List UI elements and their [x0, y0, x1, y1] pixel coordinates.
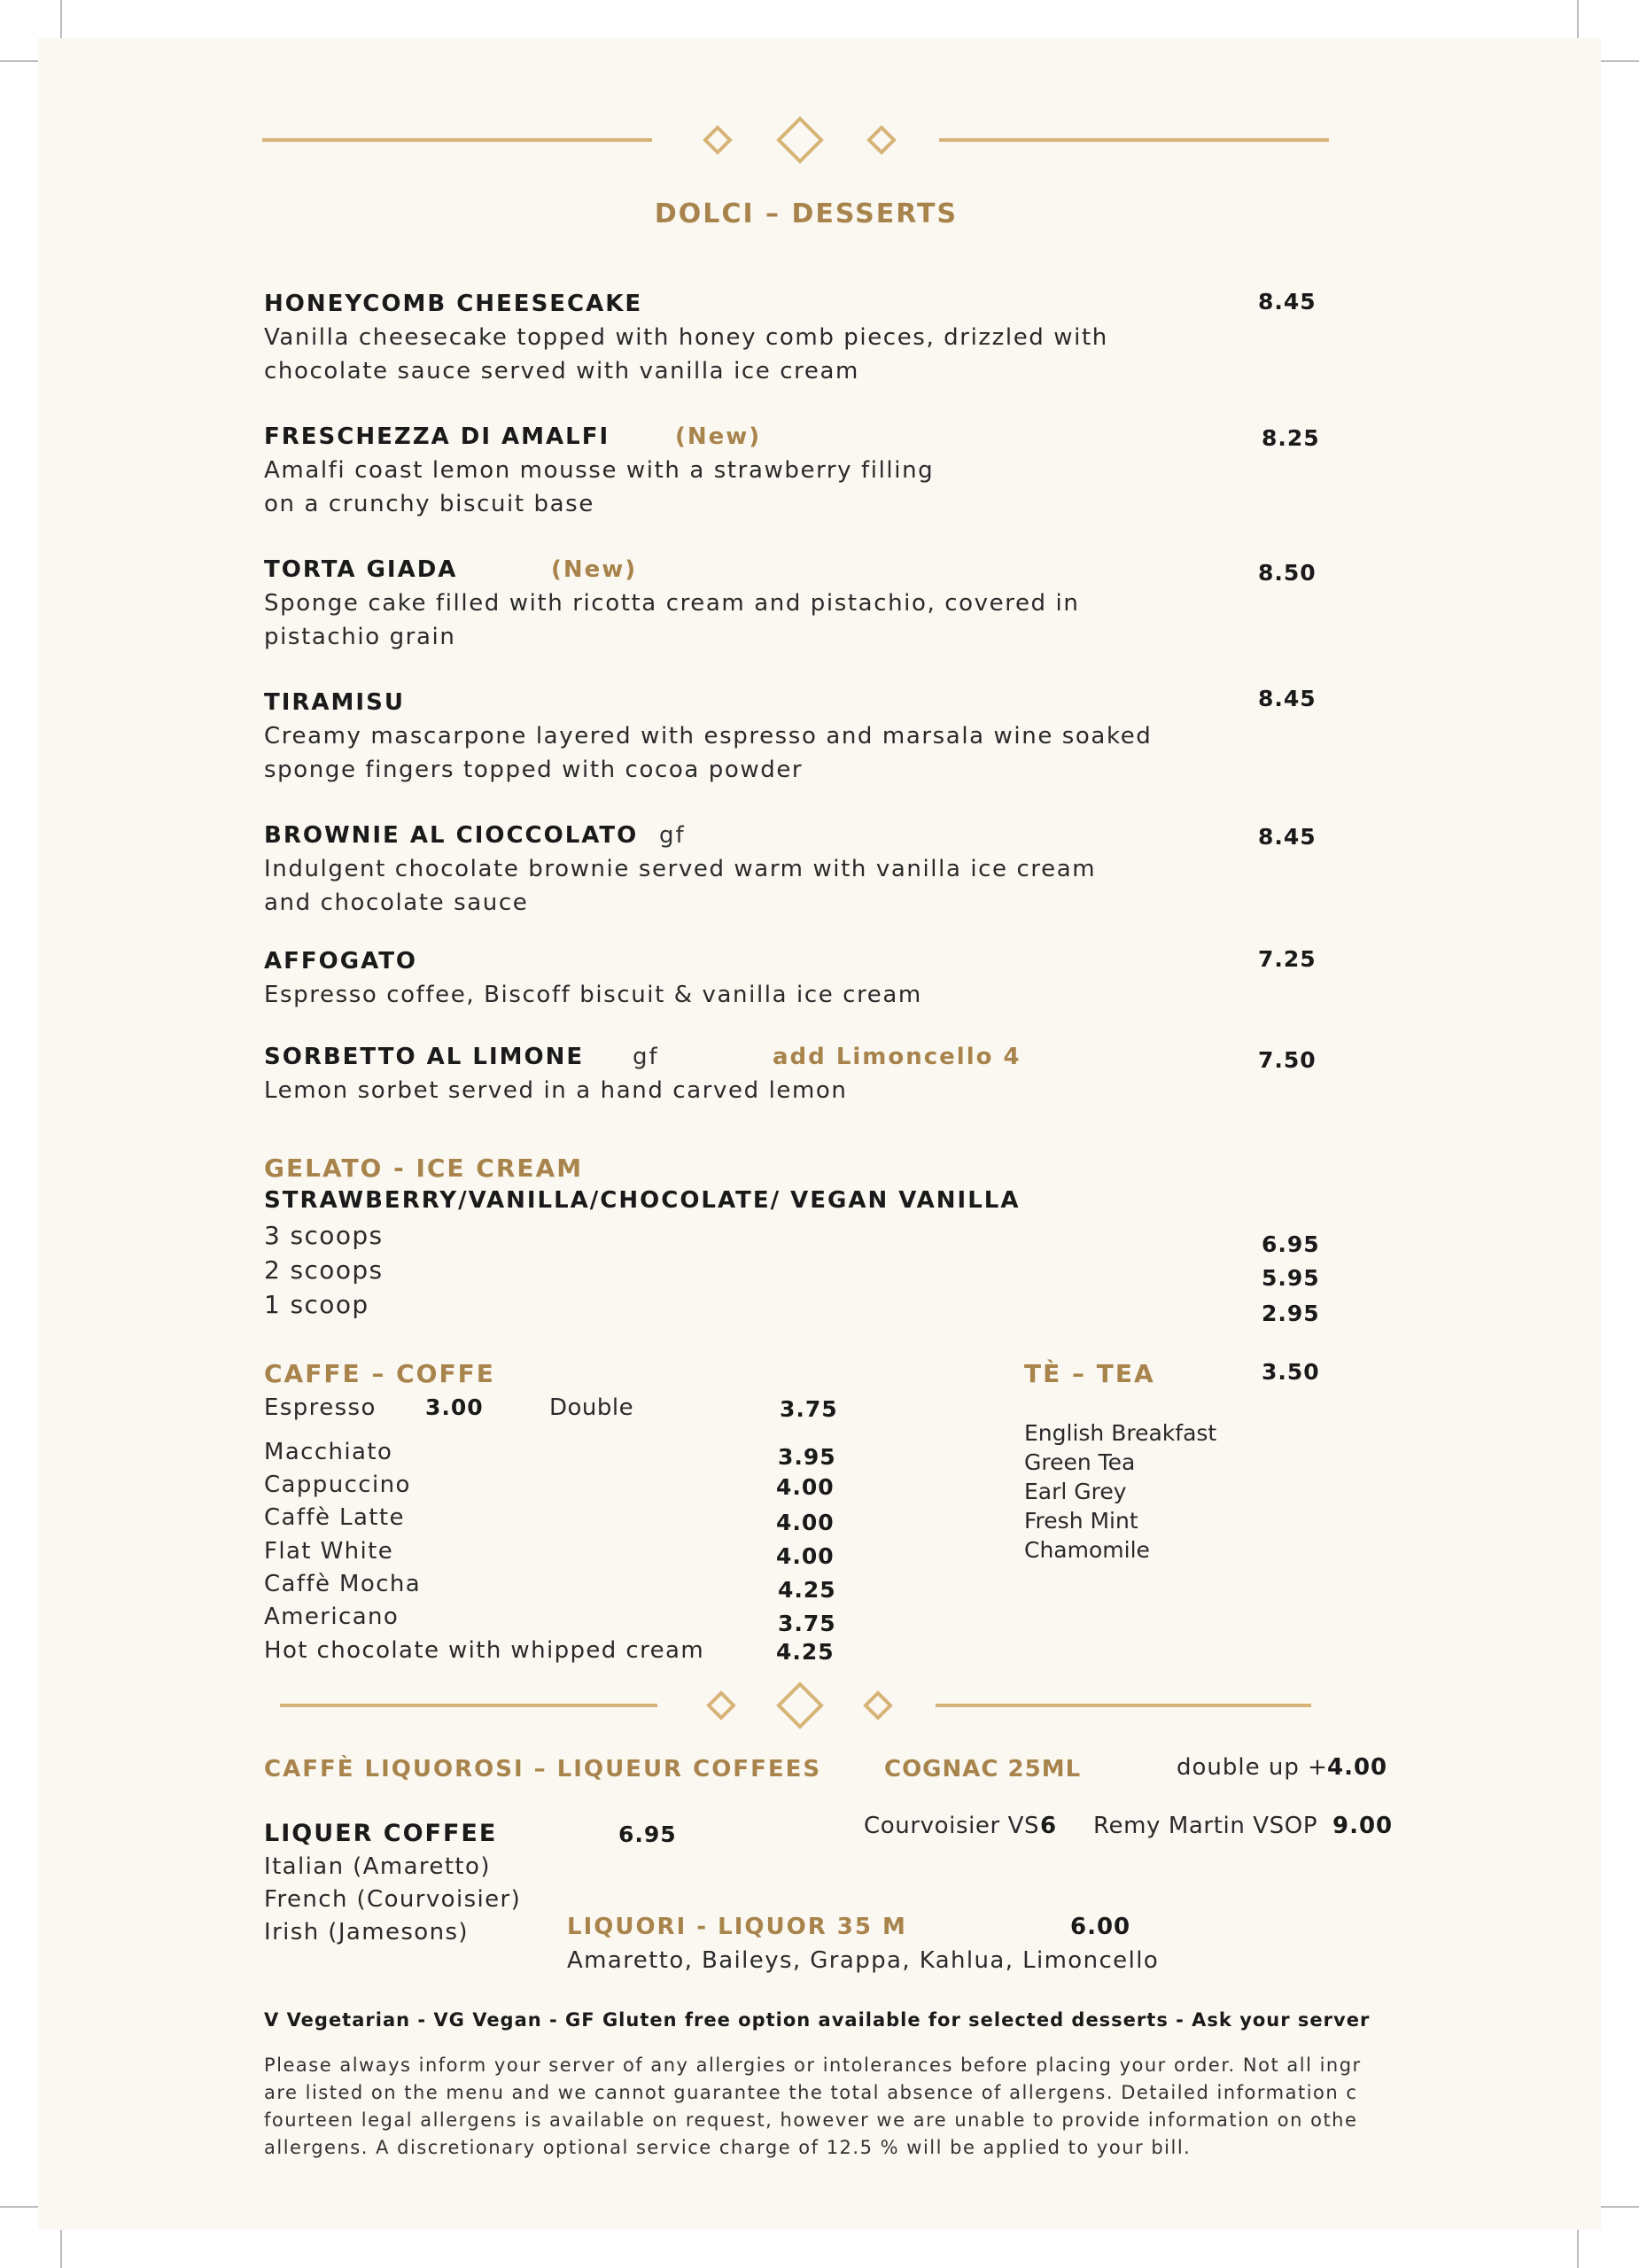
coffee-item-label: Espresso [264, 1394, 377, 1421]
dessert-description: Amalfi coast lemon mousse with a strawberry filling on a crunchy biscuit base [264, 457, 935, 517]
tea-item: Fresh Mint [1024, 1508, 1138, 1534]
dessert-description: Creamy mascarpone layered with espresso and marsala wine soaked sponge fingers topped with cocoa powder [264, 723, 1153, 783]
page-title: DOLCI – DESSERTS [654, 198, 959, 229]
top-ornament-divider [0, 0, 1639, 230]
coffee-item-label: Hot chocolate with whipped cream [264, 1637, 705, 1664]
dessert-name: TORTA GIADA [264, 556, 458, 583]
dessert-name: TIRAMISU [264, 689, 405, 716]
liqueur-coffees-title: CAFFÈ LIQUOROSI – LIQUEUR COFFEES [264, 1756, 822, 1783]
dessert-description: Vanilla cheesecake topped with honey comb pieces, drizzled with chocolate sauce served with vanilla ice cream [264, 324, 1108, 384]
dessert-description: Lemon sorbet served in a hand carved lemon [264, 1077, 848, 1104]
coffee-item-price: 4.00 [776, 1510, 835, 1535]
coffee-item-label: Caffè Mocha [264, 1571, 422, 1597]
liqueur-coffee-item: Italian (Amaretto) [264, 1853, 491, 1880]
gelato-price: 2.95 [1262, 1301, 1320, 1326]
gluten-free-tag: gf [633, 1044, 659, 1070]
gelato-size: 1 scoop [264, 1290, 369, 1319]
allergen-notice: Please always inform your server of any allergies or intolerances before placing your order. Not all ingr are listed on the menu and we cannot guarantee the total absence of allergens. Detailed information c fourteen legal allergens is available on request, however we are unable to provide information on othe allergens. A discretionary optional service charge of 12.5 % will be applied to your bill. [264, 2054, 1362, 2158]
dessert-price: 8.45 [1258, 686, 1317, 711]
dessert-price: 8.45 [1258, 289, 1317, 315]
remy-martin-label: Remy Martin VSOP [1093, 1813, 1318, 1839]
tea-price: 3.50 [1262, 1359, 1320, 1385]
double-espresso-price: 3.75 [780, 1396, 838, 1422]
courvoisier-label: Courvoisier VS [864, 1813, 1040, 1839]
tea-item: Earl Grey [1024, 1479, 1127, 1504]
middle-ornament-divider [0, 1666, 1639, 1754]
crop-mark [60, 2229, 62, 2268]
dessert-name: FRESCHEZZA DI AMALFI [264, 423, 610, 450]
coffee-item-price: 3.95 [778, 1444, 836, 1470]
dessert-description: Indulgent chocolate brownie served warm with vanilla ice cream and chocolate sauce [264, 856, 1097, 916]
coffee-item-label: Cappuccino [264, 1472, 411, 1498]
dessert-name: AFFOGATO [264, 948, 418, 975]
dessert-description: Sponge cake filled with ricotta cream and pistachio, covered in pistachio grain [264, 590, 1080, 650]
coffee-item-label: Flat White [264, 1538, 394, 1565]
cognac-title: COGNAC 25ML [884, 1756, 1082, 1783]
liquori-items: Amaretto, Baileys, Grappa, Kahlua, Limoncello [567, 1947, 1160, 1974]
crop-mark [1577, 2229, 1579, 2268]
dessert-price: 8.25 [1262, 425, 1320, 451]
remy-martin-price: 9.00 [1332, 1813, 1394, 1839]
gelato-price: 5.95 [1262, 1265, 1320, 1291]
dessert-price: 8.45 [1258, 824, 1317, 850]
courvoisier-price: 6 [1040, 1813, 1058, 1839]
liquori-price: 6.00 [1070, 1914, 1131, 1940]
dessert-description: Espresso coffee, Biscoff biscuit & vanilla ice cream [264, 982, 922, 1008]
dessert-price: 8.50 [1258, 560, 1317, 586]
coffee-item-price: 4.00 [776, 1543, 835, 1569]
crop-mark [0, 2206, 39, 2208]
liqueur-coffee-item: French (Courvoisier) [264, 1886, 522, 1913]
coffee-item-label: Macchiato [264, 1439, 393, 1465]
coffee-title: CAFFE – COFFE [264, 1359, 495, 1388]
tea-item: Green Tea [1024, 1449, 1136, 1475]
gelato-size: 3 scoops [264, 1221, 384, 1250]
tea-item: English Breakfast [1024, 1420, 1217, 1446]
dessert-price: 7.25 [1258, 946, 1317, 972]
coffee-item-price: 3.00 [425, 1394, 484, 1420]
coffee-item-label: Caffè Latte [264, 1504, 405, 1531]
tea-title: TÈ – TEA [1024, 1359, 1155, 1388]
gluten-free-tag: gf [659, 822, 686, 849]
tea-item: Chamomile [1024, 1537, 1150, 1563]
limoncello-addon: add Limoncello 4 [773, 1044, 1021, 1070]
liquori-title: LIQUORI - LIQUOR 35 M [567, 1914, 907, 1940]
coffee-item-price: 4.25 [776, 1639, 835, 1665]
dietary-legend: V Vegetarian - VG Vegan - GF Gluten free option available for selected desserts - Ask your server [264, 2009, 1371, 2031]
dessert-name: BROWNIE AL CIOCCOLATO [264, 822, 639, 849]
dessert-name: HONEYCOMB CHEESECAKE [264, 291, 643, 317]
dessert-name: SORBETTO AL LIMONE [264, 1044, 585, 1070]
new-badge: (New) [551, 556, 638, 583]
liqueur-coffee-item: Irish (Jamesons) [264, 1919, 469, 1946]
double-espresso-label: Double [549, 1394, 634, 1421]
cognac-double-label: double up + [1177, 1754, 1328, 1781]
crop-mark [1600, 2206, 1639, 2208]
coffee-item-price: 4.25 [778, 1577, 836, 1603]
gelato-price: 6.95 [1262, 1231, 1320, 1257]
gelato-flavours: STRAWBERRY/VANILLA/CHOCOLATE/ VEGAN VANILLA [264, 1187, 1021, 1214]
gelato-title: GELATO - ICE CREAM [264, 1153, 584, 1183]
coffee-item-price: 3.75 [778, 1611, 836, 1636]
liqueur-coffee-price: 6.95 [618, 1821, 677, 1847]
liqueur-coffee-name: LIQUER COFFEE [264, 1820, 498, 1847]
coffee-item-price: 4.00 [776, 1474, 835, 1500]
dessert-price: 7.50 [1258, 1047, 1317, 1073]
cognac-double-price: 4.00 [1327, 1754, 1388, 1781]
coffee-item-label: Americano [264, 1604, 400, 1630]
gelato-size: 2 scoops [264, 1255, 384, 1285]
new-badge: (New) [675, 423, 762, 450]
